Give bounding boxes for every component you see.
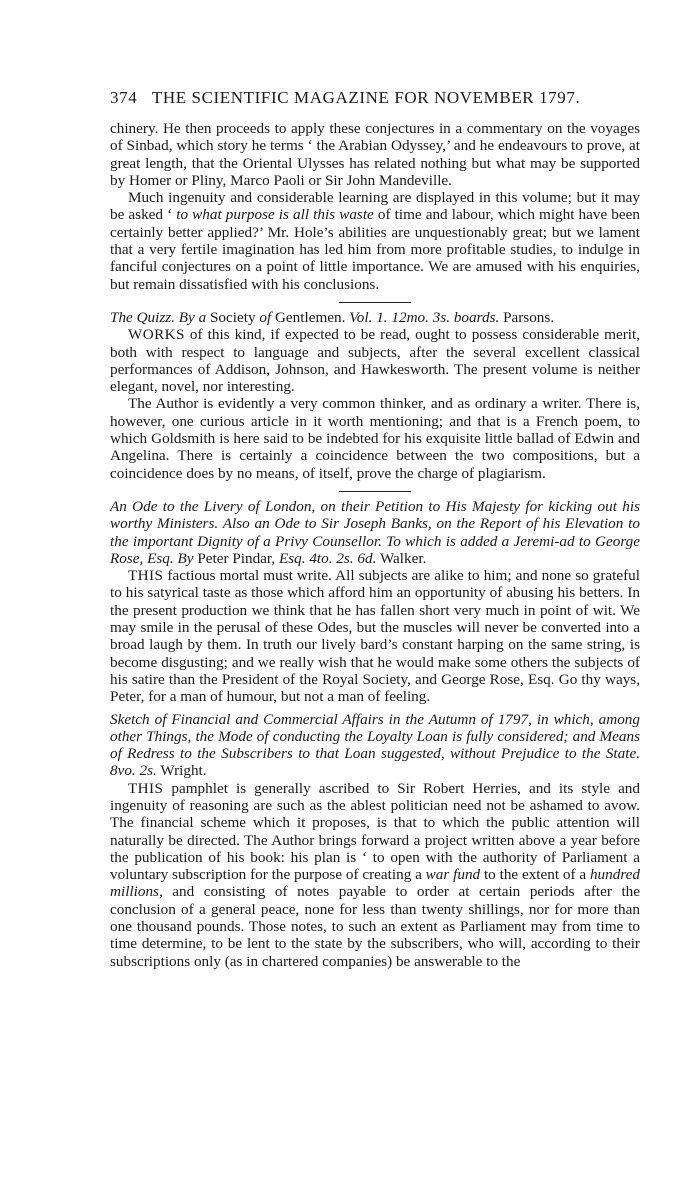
ode-author: Peter Pindar, [193,549,279,567]
sketch-title [110,711,640,780]
hole-p2-text-a: Much ingenuity and considerable learning are displayed in this volume; but it may be asked ‘ [110,189,640,224]
sketch-publisher: Wright. [156,762,207,780]
sketch-title-a: Sketch of Financial and Commercial Affairs in the Autumn of 1797, in which, among other Things, the Mode of conducting the Loyalty Loan is fully considered; and Means of Redress to the Subscribers to that Loan suggested, without Prejudice to the State. 8vo. 2s. [110,710,640,780]
hole-paragraph-2 [110,189,640,293]
sketch-paragraph-1 [110,780,640,970]
ode-paragraph-1 [110,567,640,705]
hole-p2-text-b: of time and labour, which might have been certainly better applied?’ Mr. Hole’s abilities are unquestionably great; but we lament that a very fertile imagination has led him from more profitable studies, to indulge in fanciful conjectures on a point of little importance. We are amused with his enquiries, but remain dissatisfied with his conclusions. [110,206,640,293]
sketch-p1-emphasis-1: war fund [425,866,481,884]
article-body [110,120,640,970]
running-title: THE SCIENTIFIC MAGAZINE FOR NOVEMBER 1797. [151,88,581,107]
quizz-title-b: Society [206,308,260,326]
sketch-p1-lead: THIS [128,779,164,797]
hole-p2-emphasis: to what purpose is all this waste [176,206,374,224]
ode-publisher: Walker. [376,549,427,567]
sketch-p1-text-b: to the extent of a [480,866,590,884]
quizz-paragraph-1 [110,326,640,395]
ode-p1-text: factious mortal must write. All subjects are alike to him; and none so grateful to his satyrical taste as those which afford him an opportunity of abusing his betters. In the present production we think that he has fallen short very much in point of wit. We may smile in the perusal of these Odes, but the muscles will never be converted into a broad laugh by them. In truth our lively bard’s constant harping on the same string, is become disgusting; and we really wish that he would make some others the subjects of his satire than the President of the Royal Society, and George Rose, Esq. Go thy ways, Peter, for a man of humour, but not a man of feeling. [110,567,640,706]
running-header [110,88,634,108]
quizz-publisher: Parsons. [499,308,555,326]
ode-title-a: An Ode to the Livery of London, on their Petition to His Majesty for kicking out his worthy Ministers. Also an Ode to Sir Joseph Banks, on the Report of his Elevation to the important Dignity of a Privy Counsellor. To which is added a Jeremi-ad to George Rose, Esq. By [110,497,640,567]
ode-title-c: Esq. 4to. 2s. 6d. [278,549,377,567]
sketch-p1-text-c: , and consisting of notes payable to order at certain periods after the conclusion of a general peace, none for less than twenty shillings, nor for more than one thousand pounds. Those notes, to such an extent as Parliament may from time to time determine, to be lent to the state by the subscribers, who will, according to their subscriptions only (as in chartered companies) be answerable to the [110,883,640,970]
sketch-p1-text-a: pamphlet is generally ascribed to Sir Robert Herries, and its style and ingenuity of reasoning are such as the ablest politician need not be ashamed to avow. The financial scheme which it proposes, is that to which the public attention will naturally be directed. The Author brings forward a project written above a year before the publication of his book: his plan is ‘ to open with the authority of Parliament a voluntary subscription for the purpose of creating a [110,779,640,884]
quizz-title-c: of [259,308,272,326]
page-number: 374 [110,88,138,107]
hole-paragraph-1: chinery. He then proceeds to apply these conjectures in a commentary on the voyages of Sinbad, which story he terms ‘ the Arabian Odyssey,’ and he endeavours to prove, at great length, that the Oriental Ulysses has related nothing but what may be supported by Homer or Pliny, Marco Paoli or Sir John Mandeville. [110,120,640,189]
sketch-p1-emphasis-2: hundred millions [110,866,640,901]
quizz-title-a: The Quizz. By a [110,308,207,326]
section-rule [339,302,411,303]
quizz-title-d: Gentlemen. [271,308,350,326]
quizz-title-e: Vol. 1. 12mo. 3s. boards. [349,308,500,326]
quizz-paragraph-2: The Author is evidently a very common thinker, and as ordinary a writer. There is, however, one curious article in it worth mentioning; and that is a French poem, to which Goldsmith is here said to be indebted for his exquisite little ballad of Edwin and Angelina. There is certainly a coincidence between the two compositions, but a coincidence does by no means, of itself, prove the charge of plagiarism. [110,395,640,482]
section-rule [339,491,411,492]
quizz-p1-lead: WORKS [128,326,185,344]
quizz-title [110,309,640,326]
ode-title [110,498,640,567]
quizz-p1-text: of this kind, if expected to be read, ought to possess considerable merit, both with respect to language and subjects, after the several excellent classical performances of Addison, Johnson, and Hawkesworth. The present volume is neither elegant, novel, nor interesting. [110,326,640,396]
ode-p1-lead: THIS [128,567,164,585]
